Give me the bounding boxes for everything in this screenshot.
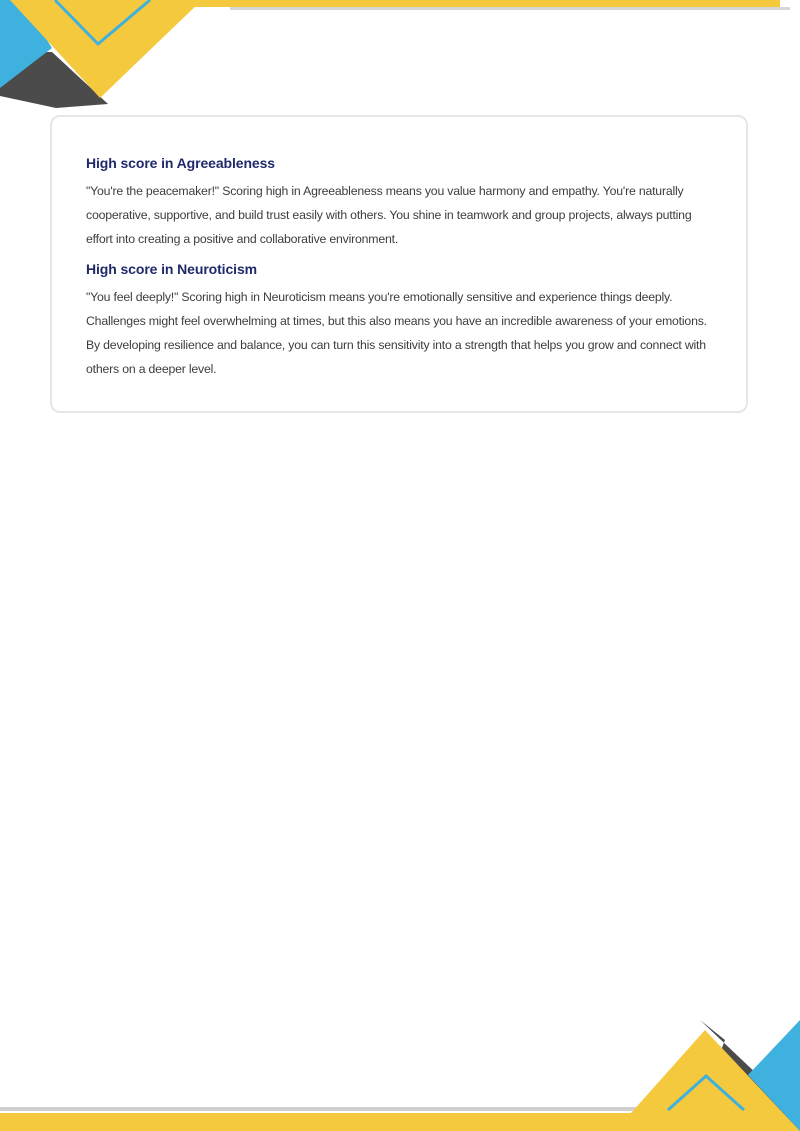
neuroticism-description: "You feel deeply!" Scoring high in Neuroticism means you're emotionally sensitive and experience things deeply. Challenges might feel overwhelming at times, but this also means you have an incredible awareness of your emotions. By developing resilience and balance, you can turn this sensitivity into a strength that helps you grow and connect with others on a deeper level. [86, 290, 707, 376]
top-bar-shadow [230, 7, 790, 10]
neuroticism-heading: High score in Neuroticism [86, 261, 257, 278]
personality-results-card [50, 115, 748, 413]
bottom-bar-shadow [0, 1107, 660, 1111]
agreeableness-heading: High score in Agreeableness [86, 155, 275, 171]
agreeableness-description: "You're the peacemaker!" Scoring high in Agreeableness means you value harmony and empathy. You're naturally cooperative, supportive, and build trust easily with others. You shine in teamwork and group projects, always putting effort into creating a positive and collaborative environment. [86, 184, 692, 246]
